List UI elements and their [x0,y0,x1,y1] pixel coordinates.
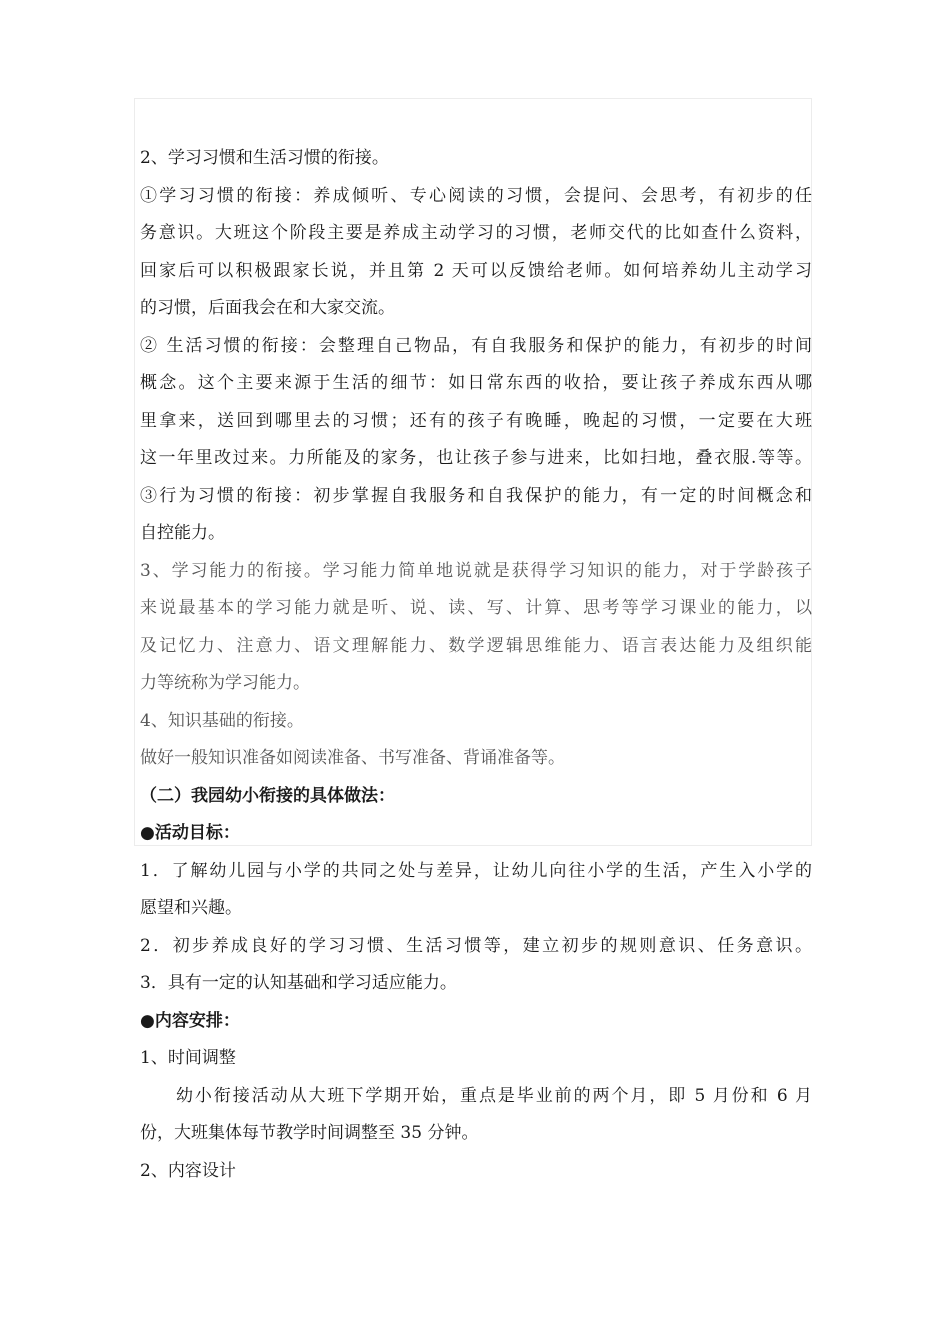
paragraph-line: 自控能力。 [140,523,225,543]
document-body [140,140,812,1190]
paragraph-line: 3．具有一定的认知基础和学习适应能力。 [140,973,457,993]
paragraph-line: 概念。这个主要来源于生活的细节：如日常东西的收拾，要让孩子养成东西从哪 [140,373,812,393]
paragraph-line: 1、时间调整 [140,1048,236,1068]
paragraph-line: 务意识。大班这个阶段主要是养成主动学习的习惯，老师交代的比如查什么资料， [140,223,812,243]
paragraph-line: 3、学习能力的衔接。学习能力简单地说就是获得学习知识的能力，对于学龄孩子 [140,560,812,581]
paragraph-line: ② 生活习惯的衔接：会整理自己物品，有自我服务和保护的能力，有初步的时间 [140,335,812,356]
paragraph-line: ①学习习惯的衔接：养成倾听、专心阅读的习惯，会提问、会思考，有初步的任 [140,185,812,206]
paragraph-line: 力等统称为学习能力。 [140,673,310,693]
paragraph-line: 2、学习习惯和生活习惯的衔接。 [140,148,389,168]
paragraph-line: 1．了解幼儿园与小学的共同之处与差异，让幼儿向往小学的生活，产生入小学的 [140,860,812,881]
paragraph-line: ●活动目标： [140,823,240,843]
paragraph-line: ③行为习惯的衔接：初步掌握自我服务和自我保护的能力，有一定的时间概念和 [140,485,812,506]
paragraph-line: 的习惯，后面我会在和大家交流。 [140,298,395,318]
paragraph-line: 这一年里改过来。力所能及的家务，也让孩子参与进来，比如扫地，叠衣服.等等。 [140,448,812,468]
paragraph-line: 2．初步养成良好的学习习惯、生活习惯等，建立初步的规则意识、任务意识。 [140,935,812,956]
paragraph-line: 回家后可以积极跟家长说，并且第 2 天可以反馈给老师。如何培养幼儿主动学习 [140,260,812,281]
paragraph-line: 愿望和兴趣。 [140,898,242,918]
paragraph-line: 来说最基本的学习能力就是听、说、读、写、计算、思考等学习课业的能力，以 [140,598,812,618]
paragraph-line: 幼小衔接活动从大班下学期开始，重点是毕业前的两个月，即 5 月份和 6 月 [176,1085,812,1106]
paragraph-line: 4、知识基础的衔接。 [140,710,304,731]
paragraph-line: 份，大班集体每节教学时间调整至 35 分钟。 [140,1123,479,1143]
paragraph-line: 及记忆力、注意力、语文理解能力、数学逻辑思维能力、语言表达能力及组织能 [140,635,812,656]
paragraph-line: 做好一般知识准备如阅读准备、书写准备、背诵准备等。 [140,748,565,768]
paragraph-line: 里拿来，送回到哪里去的习惯；还有的孩子有晚睡，晚起的习惯，一定要在大班 [140,410,812,431]
paragraph-line: （二）我园幼小衔接的具体做法： [140,785,395,806]
paragraph-line: 2、内容设计 [140,1160,236,1181]
paragraph-line: ●内容安排： [140,1010,240,1031]
